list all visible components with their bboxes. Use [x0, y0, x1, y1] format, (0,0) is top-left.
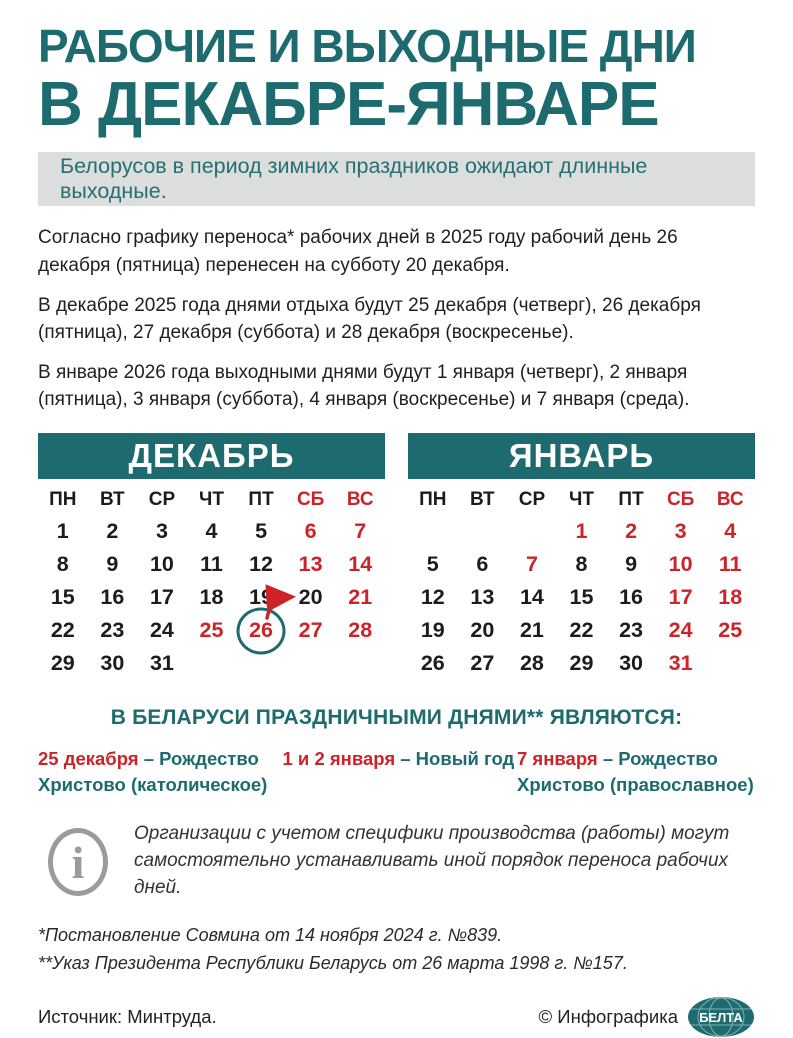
body-paragraph-1: Согласно графику переноса* рабочих дней в 2025 году рабочий день 26 декабря (пятница) перенесен на субботу 20 декабря. — [38, 227, 678, 276]
weekday-ЧТ: ЧТ — [569, 489, 594, 511]
weekday-ВТ: ВТ — [470, 489, 495, 511]
day-22: 22 — [50, 618, 75, 643]
day-29: 29 — [569, 651, 594, 676]
holidays-row — [38, 746, 755, 797]
belta-logo — [687, 996, 755, 1038]
day-2: 2 — [106, 519, 119, 544]
weekday-ЧТ: ЧТ — [199, 489, 224, 511]
calendars-section — [38, 433, 755, 680]
day-4: 4 — [205, 519, 218, 544]
day-16: 16 — [619, 585, 644, 610]
info-note — [38, 821, 755, 902]
day-31: 31 — [149, 651, 174, 676]
day-7: 7 — [525, 552, 538, 577]
day-25: 25 — [718, 618, 743, 643]
day-18: 18 — [718, 585, 743, 610]
day-grid — [408, 515, 755, 680]
holiday-item-1 — [38, 746, 280, 797]
info-icon — [48, 828, 108, 896]
day-empty — [408, 515, 458, 548]
day-25: 25 — [199, 618, 224, 643]
day-7: 7 — [354, 519, 367, 544]
source-text: Источник: Минтруда. — [38, 1006, 217, 1028]
day-5: 5 — [255, 519, 268, 544]
logo-text: БЕЛТА — [699, 1010, 743, 1026]
copyright-text: © Инфографика — [538, 1006, 678, 1028]
holiday-date: 7 января — [517, 748, 598, 770]
day-empty — [458, 515, 508, 548]
day-5: 5 — [426, 552, 439, 577]
weekday-row — [38, 489, 385, 511]
day-30: 30 — [619, 651, 644, 676]
january-calendar — [408, 433, 755, 680]
holidays-heading: В БЕЛАРУСИ ПРАЗДНИЧНЫМИ ДНЯМИ** ЯВЛЯЮТСЯ: — [110, 706, 683, 730]
day-1: 1 — [575, 519, 588, 544]
day-21: 21 — [348, 585, 373, 610]
holiday-item-2 — [283, 746, 515, 797]
day-28: 28 — [348, 618, 373, 643]
day-17: 17 — [668, 585, 693, 610]
day-8: 8 — [56, 552, 69, 577]
footnotes — [38, 922, 755, 978]
holiday-name: – Рождество Христово (православное) — [517, 748, 754, 795]
day-6: 6 — [304, 519, 317, 544]
day-24: 24 — [668, 618, 693, 643]
day-19: 19 — [420, 618, 445, 643]
day-14: 14 — [348, 552, 373, 577]
day-10: 10 — [149, 552, 174, 577]
main-title — [38, 22, 755, 137]
intro-paragraphs — [38, 224, 755, 413]
weekday-ПН: ПН — [49, 489, 77, 511]
holiday-item-3 — [517, 746, 755, 797]
day-1: 1 — [56, 519, 69, 544]
weekday-ПТ: ПТ — [248, 489, 274, 511]
info-letter: i — [71, 837, 85, 889]
note-text: Организации с учетом специфики производства (работы) могут самостоятельно устанавливать иной порядок переноса рабочих дней. — [134, 823, 730, 899]
day-8: 8 — [575, 552, 588, 577]
weekday-row — [408, 489, 755, 511]
day-empty — [507, 515, 557, 548]
footnote-1: *Постановление Совмина от 14 ноября 2024 г. №839. — [38, 925, 503, 946]
calendar-month-header: ЯНВАРЬ — [408, 433, 755, 479]
day-15: 15 — [50, 585, 75, 610]
day-28: 28 — [519, 651, 544, 676]
day-13: 13 — [470, 585, 495, 610]
credit-block — [539, 996, 755, 1038]
calendar-month-header: ДЕКАБРЬ — [38, 433, 385, 479]
day-27: 27 — [298, 618, 323, 643]
weekday-ПН: ПН — [419, 489, 447, 511]
day-12: 12 — [249, 552, 274, 577]
day-22: 22 — [569, 618, 594, 643]
day-18: 18 — [199, 585, 224, 610]
weekday-ПТ: ПТ — [618, 489, 644, 511]
holiday-name: – Новый год — [400, 748, 515, 770]
body-paragraph-3: В январе 2026 года выходными днями будут 1 января (четверг), 2 января (пятница), 3 января (суббота), 4 января (воскресенье) и 7 января (среда). — [38, 362, 690, 411]
day-24: 24 — [149, 618, 174, 643]
day-4: 4 — [724, 519, 737, 544]
title-line-1: РАБОЧИЕ И ВЫХОДНЫЕ ДНИ — [38, 20, 696, 72]
december-calendar — [38, 433, 385, 680]
day-12: 12 — [420, 585, 445, 610]
day-13: 13 — [298, 552, 323, 577]
day-9: 9 — [106, 552, 119, 577]
weekday-ВТ: ВТ — [100, 489, 125, 511]
title-line-2: В ДЕКАБРЕ-ЯНВАРЕ — [38, 69, 659, 139]
day-23: 23 — [100, 618, 125, 643]
day-17: 17 — [149, 585, 174, 610]
weekday-СБ: СБ — [296, 489, 325, 511]
day-2: 2 — [625, 519, 638, 544]
weekday-ВС: ВС — [716, 489, 744, 511]
holiday-date: 25 декабря — [38, 748, 139, 770]
day-29: 29 — [50, 651, 75, 676]
day-30: 30 — [100, 651, 125, 676]
subtitle-text: Белорусов в период зимних праздников ожидают длинные выходные. — [60, 154, 648, 204]
source-row — [38, 996, 755, 1038]
holiday-name: – Рождество Христово (католическое) — [38, 748, 268, 795]
day-11: 11 — [718, 552, 742, 577]
day-grid — [38, 515, 385, 680]
weekday-ВС: ВС — [346, 489, 374, 511]
day-21: 21 — [519, 618, 544, 643]
day-6: 6 — [476, 552, 489, 577]
holiday-date: 1 и 2 января — [282, 748, 396, 770]
day-11: 11 — [200, 552, 223, 577]
day-26: 26 — [420, 651, 445, 676]
weekday-СР: СР — [518, 489, 546, 511]
subtitle-banner — [38, 152, 755, 206]
day-19: 19 — [249, 585, 274, 610]
day-3: 3 — [155, 519, 168, 544]
footnote-2: **Указ Президента Республики Беларусь от 26 марта 1998 г. №157. — [38, 953, 628, 974]
day-26: 26 — [236, 614, 286, 647]
weekday-СР: СР — [148, 489, 176, 511]
day-23: 23 — [619, 618, 644, 643]
day-27: 27 — [470, 651, 495, 676]
day-15: 15 — [569, 585, 594, 610]
day-31: 31 — [668, 651, 693, 676]
day-20: 20 — [470, 618, 495, 643]
day-10: 10 — [668, 552, 693, 577]
day-9: 9 — [625, 552, 638, 577]
day-14: 14 — [519, 585, 544, 610]
day-3: 3 — [674, 519, 687, 544]
body-paragraph-2: В декабре 2025 года днями отдыха будут 25 декабря (четверг), 26 декабря (пятница), 27 декабря (суббота) и 28 декабря (воскресенье). — [38, 294, 701, 343]
weekday-СБ: СБ — [666, 489, 695, 511]
day-16: 16 — [100, 585, 125, 610]
day-20: 20 — [298, 585, 323, 610]
